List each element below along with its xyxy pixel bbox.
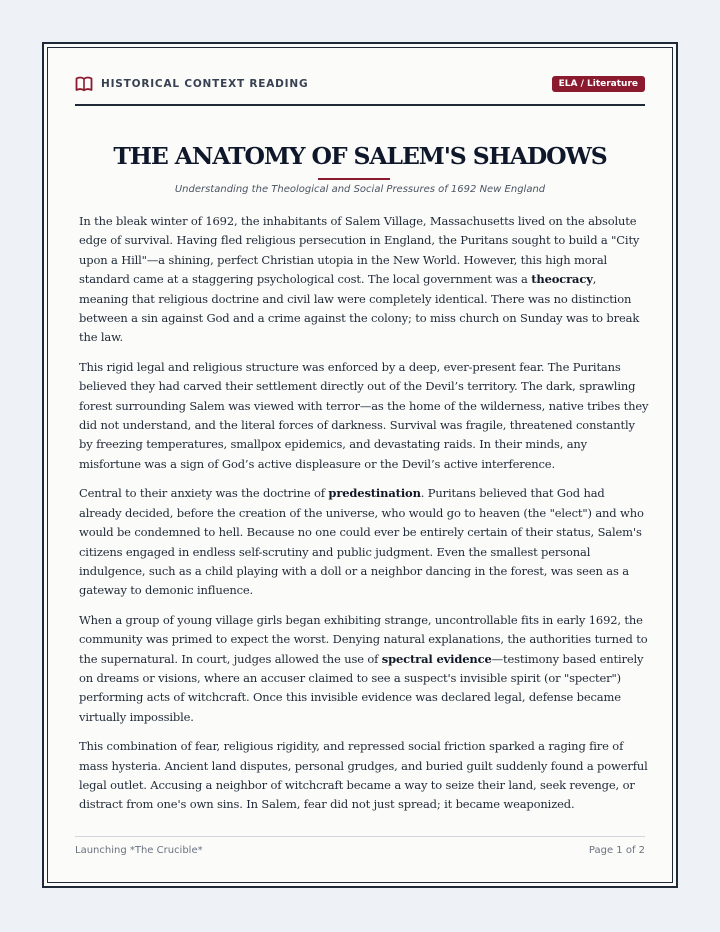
paragraph-text: This combination of fear, religious rigidity, and repressed social friction sparked a raging fire of mass hysteria. Ancient land disputes, personal grudges, and buried guilt suddenly found a powerful legal outlet. Accusing a neighbor of witchcraft became a way to seize their land, seek revenge, or distract from one's own sins. In Salem, fear did not just spread; it became weaponized. [79, 739, 648, 812]
header-label: HISTORICAL CONTEXT READING [101, 78, 309, 90]
key-term: spectral evidence [381, 651, 492, 666]
header-left [75, 76, 308, 92]
footer-unit-title: Launching *The Crucible* [75, 845, 203, 856]
page-number: Page 1 of 2 [588, 845, 645, 856]
paragraph-text: This rigid legal and religious structure was enforced by a deep, ever-present fear. The Puritans believed they had carved their settlement directly out of the Devil’s territory. The dark, sprawling forest surrounding Salem was viewed with terror—as the home of the wilderness, native tribes they did not understand, and the literal forces of darkness. Survival was fragile, threatened constantly by freezing temperatures, smallpox epidemics, and devastating raids. In their minds, any misfortune was a sign of God’s active displeasure or the Devil’s active interference. [79, 359, 649, 471]
page-title: THE ANATOMY OF SALEM'S SHADOWS [113, 142, 607, 170]
title-underline [318, 178, 390, 180]
paragraph-text: —testimony based entirely on dreams or visions, where an accuser claimed to see a suspect's invisible spirit (or "specter") performing acts of witchcraft. Once this invisible evidence was declared legal, defense became virtually impossible. [79, 651, 644, 724]
paragraph-5 [79, 737, 649, 815]
paragraph-1 [79, 212, 649, 348]
paragraph-4 [79, 611, 649, 727]
document-page [42, 42, 678, 888]
paragraph-3 [79, 484, 649, 600]
paragraph-text: When a group of young village girls began exhibiting strange, uncontrollable fits in early 1692, the community was primed to expect the worst. Denying natural explanations, the authorities turned to the supernatural. In court, judges allowed the use of [79, 612, 648, 666]
key-term: predestination [328, 486, 421, 501]
paragraph-text: Central to their anxiety was the doctrine of [79, 486, 329, 501]
paragraph-text: In the bleak winter of 1692, the inhabitants of Salem Village, Massachusetts lived on the absolute edge of survival. Having fled religious persecution in England, the Puritans sought to build a "City upon a Hill"—a shining, perfect Christian utopia in the New World. However, this high moral standard came at a staggering psychological cost. The local government was a [79, 214, 640, 287]
subject-badge: ELA / Literature [552, 76, 645, 92]
paragraph-text: . Puritans believed that God had already decided, before the creation of the universe, who would go to heaven (the "elect") and who would be condemned to hell. Because no one could ever be entirely certain of their status, Salem's citizens engaged in endless self-scrutiny and public judgment. Even the smallest personal indulgence, such as a child playing with a doll or a neighbor dancing in the forest, was seen as a gateway to demonic influence. [79, 486, 644, 598]
paragraph-2 [79, 358, 649, 474]
reading-body [79, 212, 649, 825]
paragraph-text: , meaning that religious doctrine and civil law were completely identical. There was no distinction between a sin against God and a crime against the colony; to miss church on Sunday was to break the law. [79, 272, 640, 345]
key-term: theocracy [531, 272, 593, 287]
book-icon [75, 76, 93, 92]
page-subtitle: Understanding the Theological and Social Pressures of 1692 New England [174, 184, 546, 195]
page-footer [75, 836, 645, 856]
page-header [75, 70, 645, 106]
